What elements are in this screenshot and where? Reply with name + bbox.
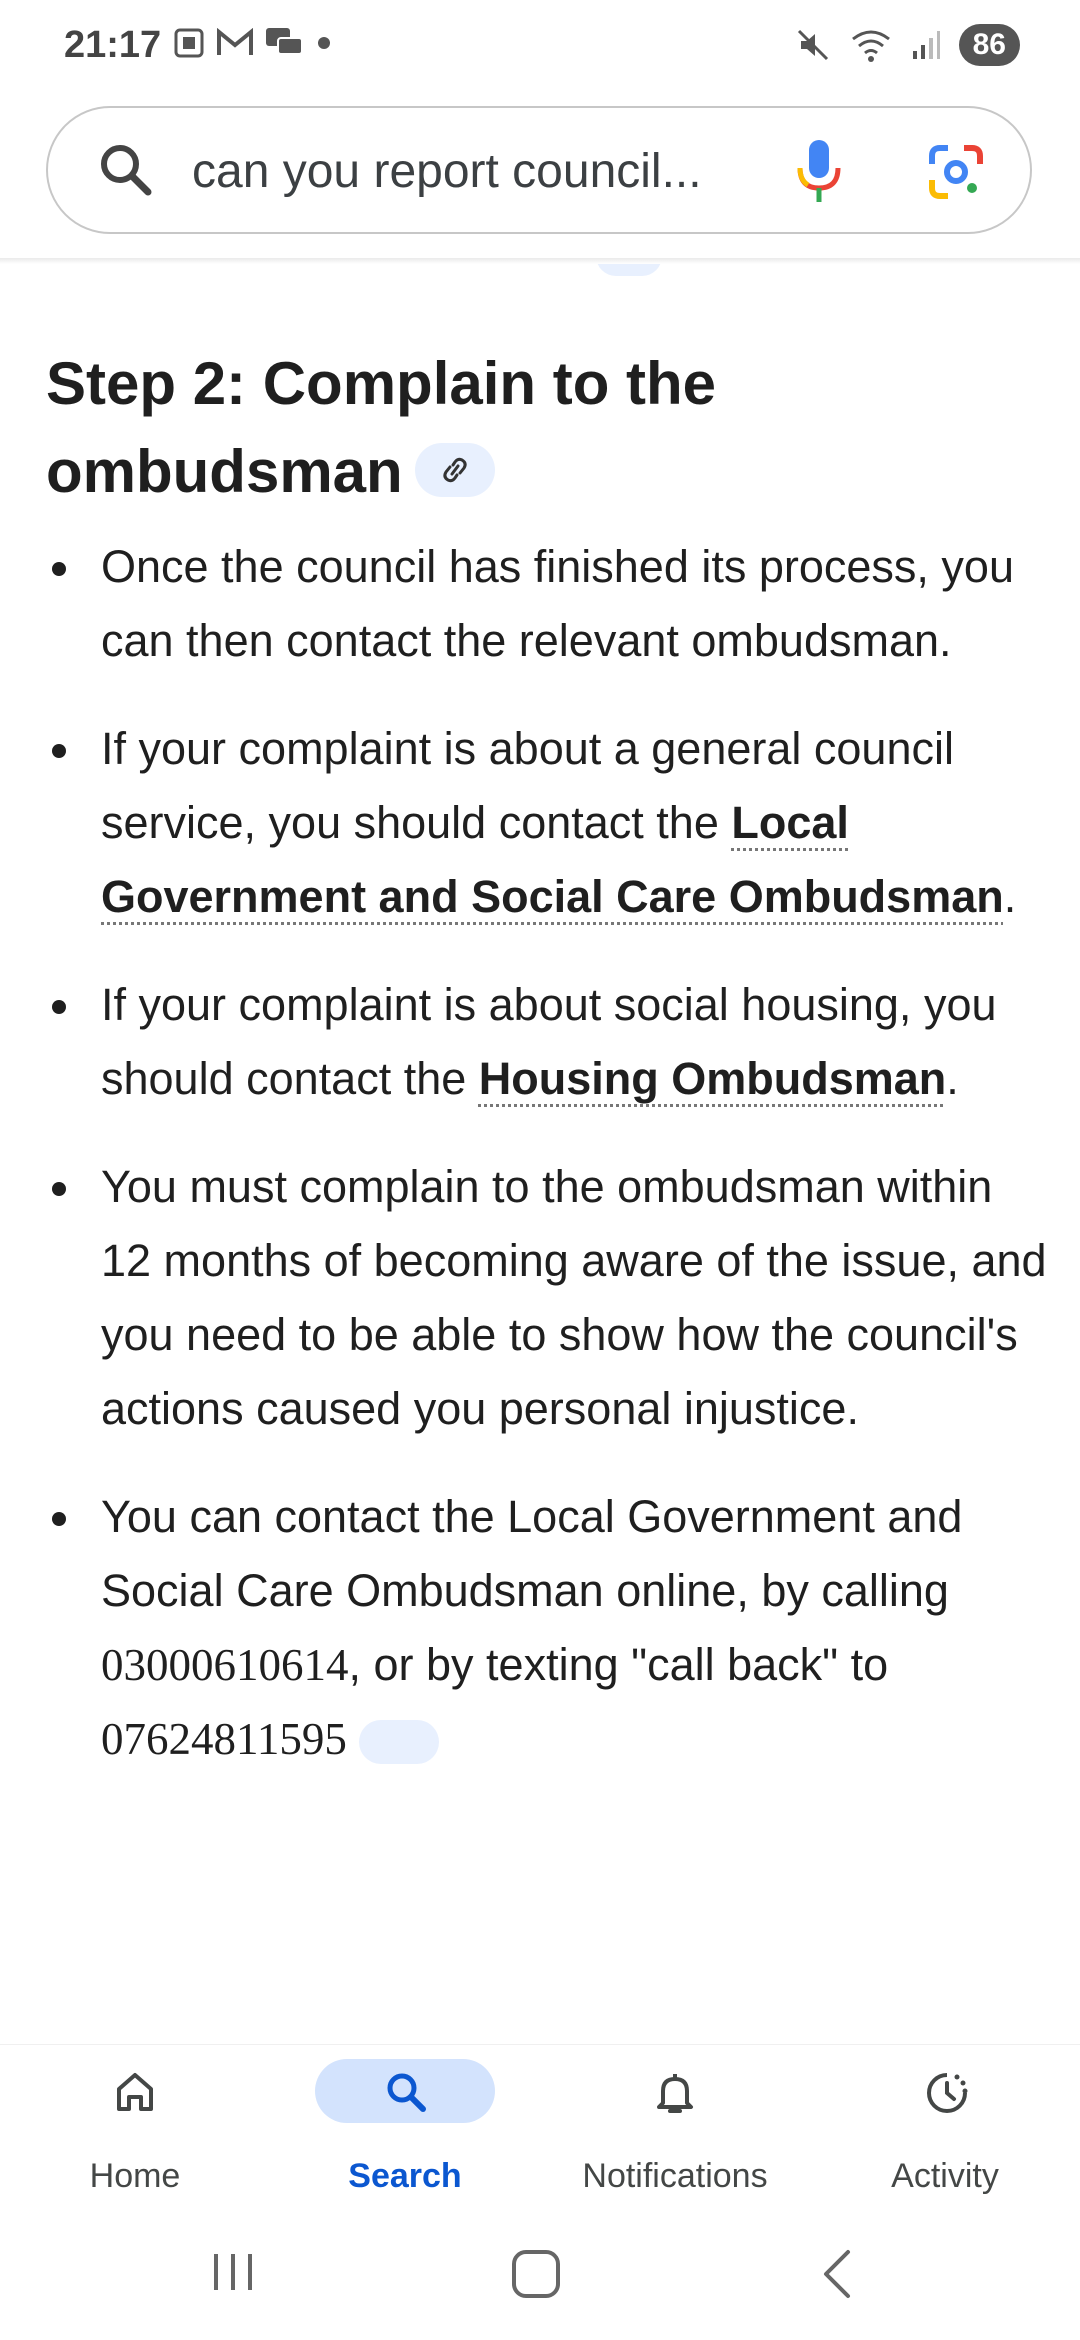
bottom-navigation <box>0 2044 1080 2225</box>
system-navigation-bar <box>0 2224 1080 2340</box>
activity-icon <box>925 2071 969 2115</box>
wifi-icon <box>849 27 893 63</box>
nav-icon-container <box>625 2059 725 2123</box>
list-item: You can contact the Local Government and Social Care Ombudsman online, by calling 03000610614, or by texting "call back" to 07624811595 <box>0 1480 1080 1776</box>
nav-notifications[interactable] <box>540 2045 810 2225</box>
nav-icon-container <box>895 2059 995 2123</box>
link-icon <box>439 455 471 485</box>
lgsco-link[interactable]: Local Government and Social Care Ombudsman <box>101 797 1004 922</box>
nav-label-search: Search <box>348 2157 462 2195</box>
search-input[interactable]: can you report council... <box>192 145 702 198</box>
list-item: Once the council has finished its process, you can then contact the relevant ombudsman. <box>0 530 1080 678</box>
nav-icon-container <box>315 2059 495 2123</box>
nav-label-activity: Activity <box>891 2157 999 2195</box>
recents-icon[interactable] <box>208 2246 258 2296</box>
signal-icon <box>911 29 941 61</box>
section-heading <box>46 340 1006 516</box>
housing-ombudsman-link[interactable]: Housing Ombudsman <box>478 1053 947 1104</box>
nav-icon-container <box>85 2059 185 2123</box>
notification-icons <box>172 26 334 60</box>
sms-number-link[interactable]: 07624811595 <box>101 1714 347 1764</box>
bell-icon <box>655 2071 695 2115</box>
status-bar <box>0 0 1080 96</box>
bullet-list <box>0 530 1080 1810</box>
phone-number-link[interactable]: 03000610614 <box>101 1640 349 1690</box>
nav-home[interactable] <box>0 2045 270 2225</box>
nav-label-notifications: Notifications <box>582 2157 768 2195</box>
mute-icon <box>795 27 831 63</box>
status-time: 21:17 <box>64 24 162 66</box>
nav-label-home: Home <box>89 2157 181 2195</box>
gmail-icon <box>216 28 254 58</box>
source-link-chip[interactable] <box>359 1720 439 1764</box>
search-bar[interactable] <box>46 106 1032 234</box>
home-button-icon[interactable] <box>508 2246 564 2302</box>
google-lens-icon[interactable] <box>926 142 986 202</box>
messages-icon <box>264 26 304 60</box>
screenshot-icon <box>172 26 206 60</box>
list-item: If your complaint is about a general council service, you should contact the Local Government and Social Care Ombudsman. <box>0 712 1080 934</box>
link-chip-partial[interactable] <box>596 264 662 276</box>
nav-activity[interactable] <box>810 2045 1080 2225</box>
microphone-icon[interactable] <box>794 138 844 206</box>
heading-text: Step 2: Complain to the ombudsman <box>46 350 717 505</box>
dot-icon <box>314 33 334 53</box>
source-link-chip[interactable] <box>415 443 495 497</box>
nav-search[interactable] <box>270 2045 540 2225</box>
home-icon <box>115 2071 155 2113</box>
system-status-icons <box>795 24 1020 66</box>
back-icon[interactable] <box>812 2246 862 2302</box>
search-icon <box>96 140 156 200</box>
search-icon <box>385 2071 427 2113</box>
list-item: If your complaint is about social housing, you should contact the Housing Ombudsman. <box>0 968 1080 1116</box>
battery-indicator: 86 <box>959 24 1020 66</box>
list-item: You must complain to the ombudsman within 12 months of becoming aware of the issue, and you need to be able to show how the council's actions caused you personal injustice. <box>0 1150 1080 1446</box>
result-content <box>0 264 1080 2044</box>
